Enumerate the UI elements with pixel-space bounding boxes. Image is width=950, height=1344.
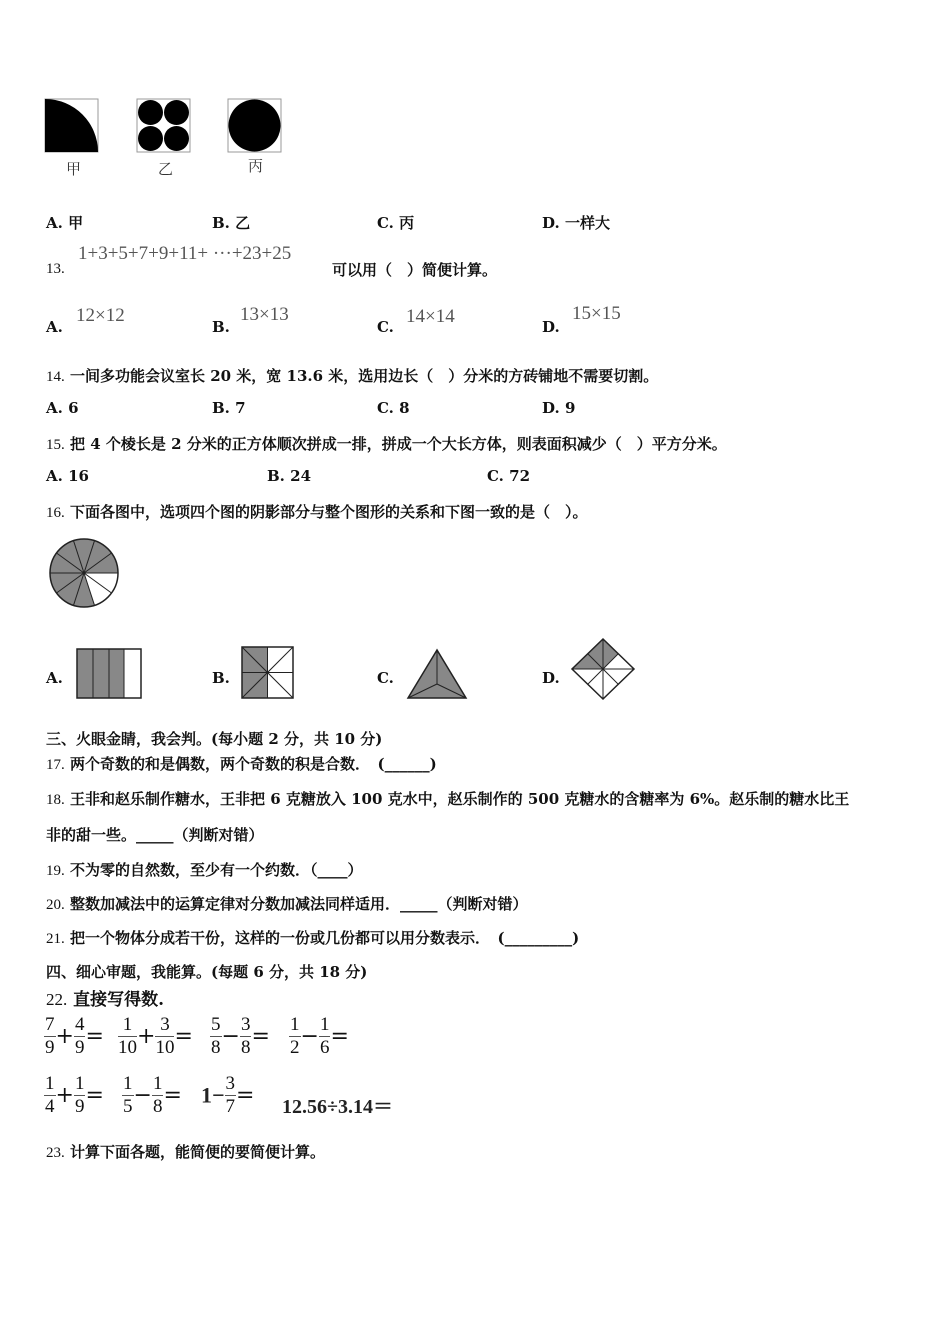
q13-option-d: 15×15 [572, 303, 621, 324]
q13-expression: 1+3+5+7+9+11+ ···+23+25 [78, 243, 292, 264]
q16-question: 16. 下面各图中，选项四个图的阴影部分与整个图形的关系和下图一致的是（ ）。 [46, 503, 588, 521]
q22-item-4: $\frac{1}{2}$ − $\frac{1}{6}$ = [290, 1014, 349, 1058]
q13-option-d-letter: D. [542, 318, 560, 336]
q22-item-7: 1− $\frac{3}{7}$ = [201, 1073, 255, 1117]
section-4-title: 四、细心审题，我能算。(每题 6 分，共 18 分) [46, 963, 368, 981]
q16-option-b-letter: B. [212, 669, 230, 687]
q18-line2: 非的甜一些。_____（判断对错） [46, 826, 264, 844]
q12-option-c: C. 丙 [377, 214, 415, 232]
q14-option-c: C. 8 [377, 399, 410, 417]
q12-option-b: B. 乙 [212, 214, 251, 232]
q16-option-b-square [241, 646, 296, 701]
q13-text: 可以用（ ）简便计算。 [332, 261, 498, 279]
q15-question: 15. 把 4 个棱长是 2 分米的正方体顺次拼成一排，拼成一个大长方体，则表面积减少（ ）平方分米。 [46, 435, 727, 453]
q15-option-c: C. 72 [487, 467, 531, 485]
figure-bing [227, 98, 287, 158]
q13-option-c: 14×14 [406, 306, 455, 327]
figure-bing-caption: 丙 [248, 157, 264, 175]
q22-item-3: $\frac{5}{8}$ − $\frac{3}{8}$ = [211, 1014, 270, 1058]
q22-item-8: 12.56÷3.14＝ [282, 1096, 393, 1118]
q13-option-b: 13×13 [240, 304, 289, 325]
q22-question: 22. 直接写得数. [46, 990, 165, 1010]
q13-option-a-letter: A. [46, 318, 63, 336]
q16-option-d-letter: D. [542, 669, 560, 687]
q14-option-d: D. 9 [542, 399, 576, 417]
section-3-title: 三、火眼金睛，我会判。(每小题 2 分，共 10 分) [46, 730, 383, 748]
q14-option-a: A. 6 [46, 399, 79, 417]
figure-jia [44, 98, 104, 158]
figure-jia-caption: 甲 [66, 160, 82, 178]
q16-option-a-letter: A. [46, 669, 63, 687]
q14-option-b: B. 7 [212, 399, 246, 417]
q16-option-a-rectangle [76, 648, 144, 700]
q15-option-b: B. 24 [267, 467, 312, 485]
q14-question: 14. 一间多功能会议室长 20 米，宽 13.6 米，选用边长（ ）分米的方砖铺地不需要切割。 [46, 367, 659, 385]
q20-question: 20. 整数加减法中的运算定律对分数加减法同样适用．_____（判断对错） [46, 895, 528, 913]
figure-yi-caption: 乙 [158, 160, 174, 178]
q16-option-c-letter: C. [377, 669, 394, 687]
q17-question: 17. 两个奇数的和是偶数，两个奇数的积是合数． (______) [46, 755, 437, 773]
q16-option-c-triangle [406, 648, 468, 700]
q23-question: 23. 计算下面各题，能简便的要简便计算。 [46, 1143, 325, 1161]
q19-question: 19. 不为零的自然数，至少有一个约数．（____） [46, 861, 363, 879]
q22-item-1: $\frac{7}{9}$ + $\frac{4}{9}$ = [45, 1014, 104, 1058]
q12-option-d: D. 一样大 [542, 214, 610, 232]
q18-line1: 18. 王非和赵乐制作糖水，王非把 6 克糖放入 100 克水中，赵乐制作的 500 克糖水的含糖率为 6%。赵乐制的糖水比王 [46, 790, 850, 808]
q22-item-6: $\frac{1}{5}$ − $\frac{1}{8}$ = [123, 1073, 182, 1117]
q22-item-2: $\frac{1}{10}$ + $\frac{3}{10}$ = [118, 1014, 193, 1058]
q12-option-a: A. 甲 [46, 214, 84, 232]
q15-option-a: A. 16 [46, 467, 89, 485]
q22-item-5: $\frac{1}{4}$ + $\frac{1}{9}$ = [45, 1073, 104, 1117]
q13-option-c-letter: C. [377, 318, 394, 336]
q16-reference-circle [48, 537, 120, 609]
q13-option-a: 12×12 [76, 305, 125, 326]
q13-option-b-letter: B. [212, 318, 230, 336]
figure-yi [136, 98, 196, 158]
q13-number: 13. [46, 261, 65, 277]
q21-question: 21. 把一个物体分成若干份，这样的一份或几份都可以用分数表示． (_________) [46, 929, 580, 947]
q16-option-d-diamond [570, 637, 636, 701]
